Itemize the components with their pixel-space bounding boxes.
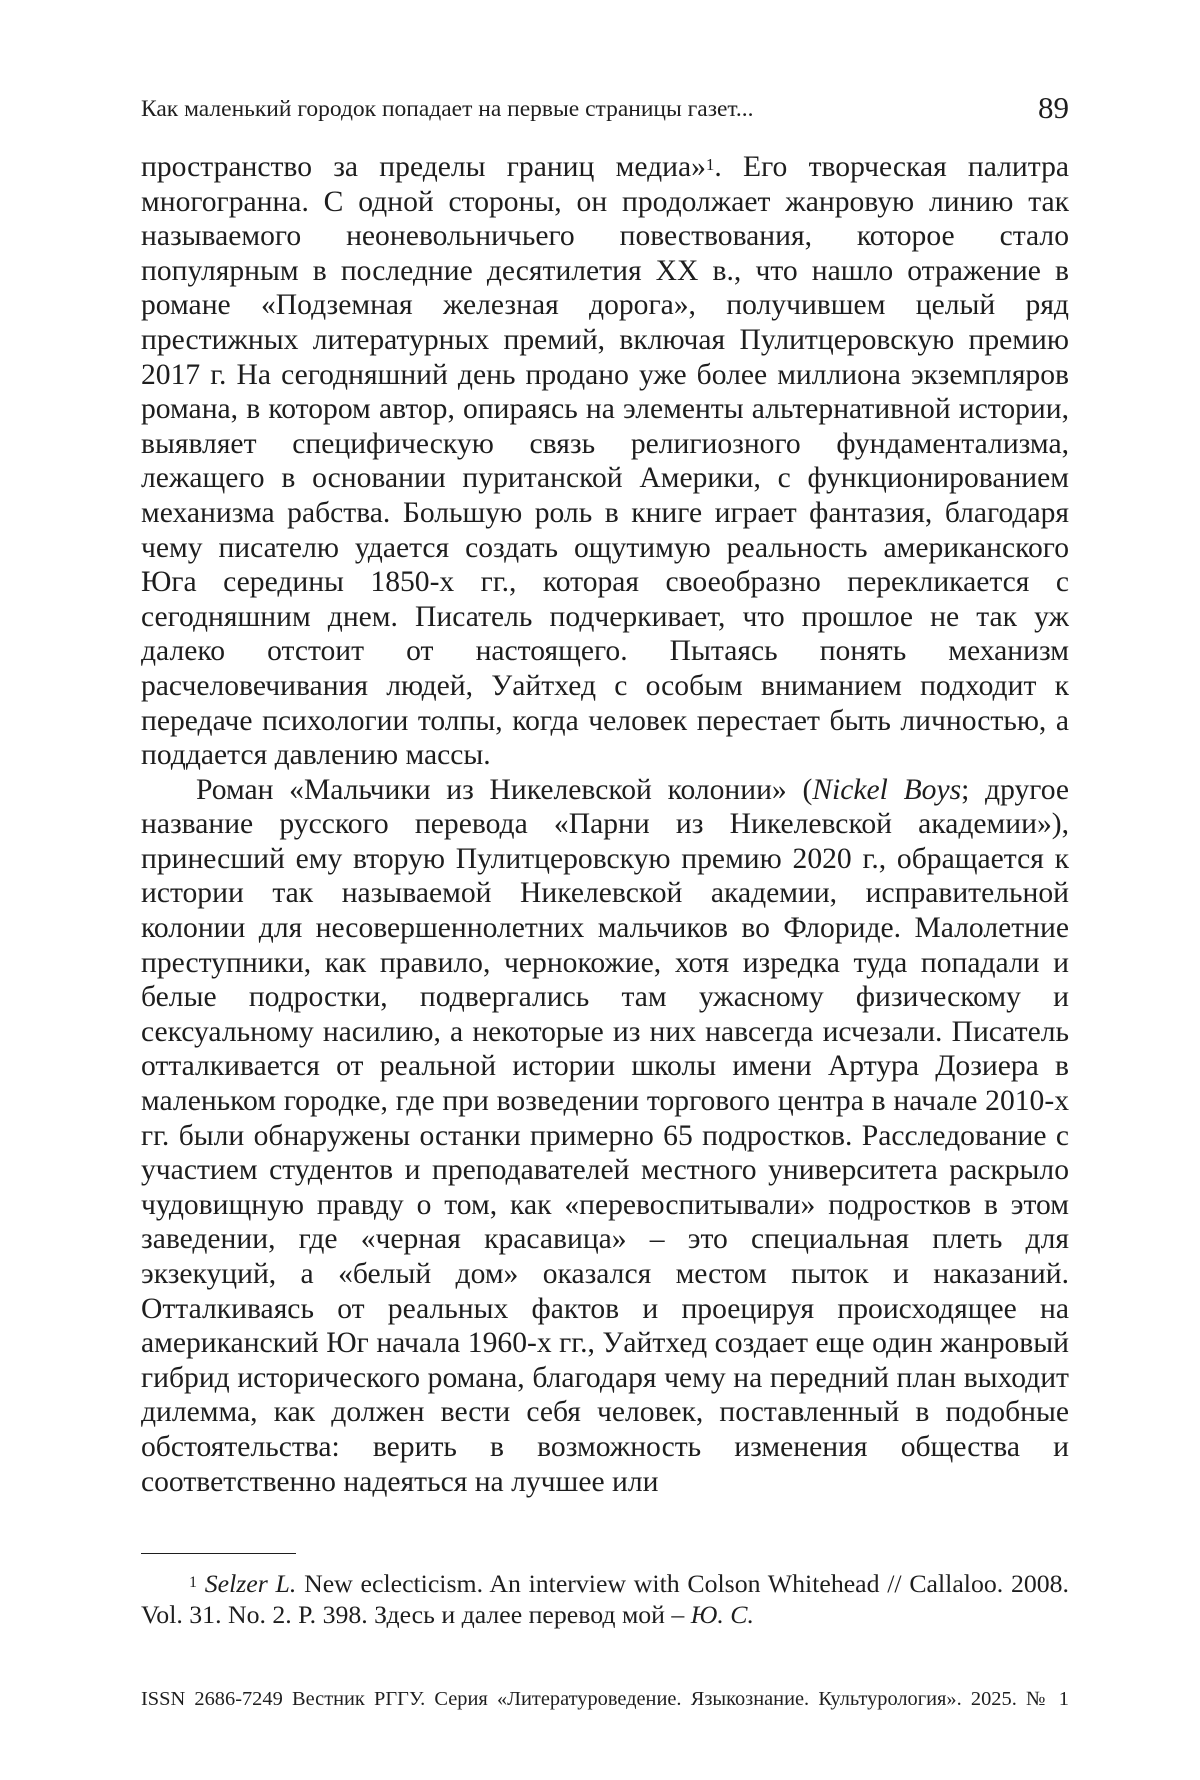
footnote-reference: 1 <box>706 155 715 174</box>
paragraph-2-text-start: Роман «Мальчики из Никелевской колонии» ( <box>196 774 812 806</box>
footnote <box>141 1568 1069 1630</box>
paragraph-1-text-start: пространство за пределы границ медиа» <box>141 151 706 183</box>
paragraph-1-text-end: . Его творческая палитра многогранна. С одной стороны, он продолжает жанровую линию так называемого неоневольничьего повествования, которое стало популярным в последние десятилетия XX в., что нашло отражение в романе «Подземная железная дорога», получившем целый ряд престижных литературных премий, включая Пулитцеровскую премию 2017 г. На сегодняшний день продано уже более миллиона экземпляров романа, в котором автор, опираясь на элементы аль­тернативной истории, выявляет специфическую связь религиоз­ного фундаментализма, лежащего в основании пуританской Аме­рики, с функционированием механизма рабства. Большую роль в книге играет фантазия, благодаря чему писателю удается создать ощутимую реальность американского Юга середины 1850-х гг., которая своеобразно перекликается с сегодняшним днем. Писатель подчеркивает, что прошлое не так уж далеко отстоит от настояще­го. Пытаясь понять механизм расчеловечивания людей, Уайтхед с особым вниманием подходит к передаче психологии толпы, когда человек перестает быть личностью, а поддается давлению массы. <box>141 151 1069 771</box>
footnote-separator <box>141 1553 296 1554</box>
footnote-author: Selzer L. <box>205 1569 297 1598</box>
paragraph-1 <box>141 150 1069 773</box>
running-header <box>141 92 1069 128</box>
paragraph-2 <box>141 773 1069 1499</box>
footnote-text: New eclecticism. An interview with Colson Whitehead // Cal­laloo. 2008. Vol. 31. No. 2. P. 398. Здесь и далее перевод мой – <box>141 1569 1069 1629</box>
running-title: Как маленький городок попадает на первые страницы газет... <box>141 96 754 123</box>
paragraph-2-text-end: ; другое название русского перевода «Парни из Никелевской ака­демии»), принесший ему вторую Пулитцеровскую премию 2020 г., обращается к истории так называемой Никелевской академии, исправительной колонии для несовершеннолетних мальчиков во Флориде. Малолетние преступники, как правило, чернокожие, хотя изредка туда попадали и белые подростки, подвергались там ужасному физическому и сексуальному насилию, а некоторые из них навсегда исчезали. Писатель отталкивается от реальной исто­рии школы имени Артура Дозиера в маленьком городке, где при возведении торгового центра в начале 2010-х гг. были обнаруже­ны останки примерно 65 подростков. Расследование с участием студентов и преподавателей местного университета раскрыло чудовищную правду о том, как «перевоспитывали» подростков в этом заведении, где «черная красавица» – это специальная плеть для экзекуций, а «белый дом» оказался местом пыток и наказа­ний. Отталкиваясь от реальных фактов и проецируя происходя­щее на американский Юг начала 1960-х гг., Уайтхед создает еще один жанровый гибрид исторического романа, благодаря чему на передний план выходит дилемма, как должен вести себя человек, поставленный в подобные обстоятельства: верить в возможность изменения общества и соответственно надеяться на лучшее или <box>141 774 1069 1498</box>
book-title-italic: Nickel Boys <box>812 774 961 806</box>
page-number: 89 <box>1038 90 1069 126</box>
footnote-translator: Ю. С. <box>691 1600 754 1629</box>
footnote-mark: 1 <box>189 1574 197 1591</box>
journal-footer: ISSN 2686-7249 Вестник РГГУ. Серия «Литературоведение. Языкознание. Культурология». 2025. № 1 <box>141 1688 1069 1711</box>
main-text <box>141 150 1069 1499</box>
